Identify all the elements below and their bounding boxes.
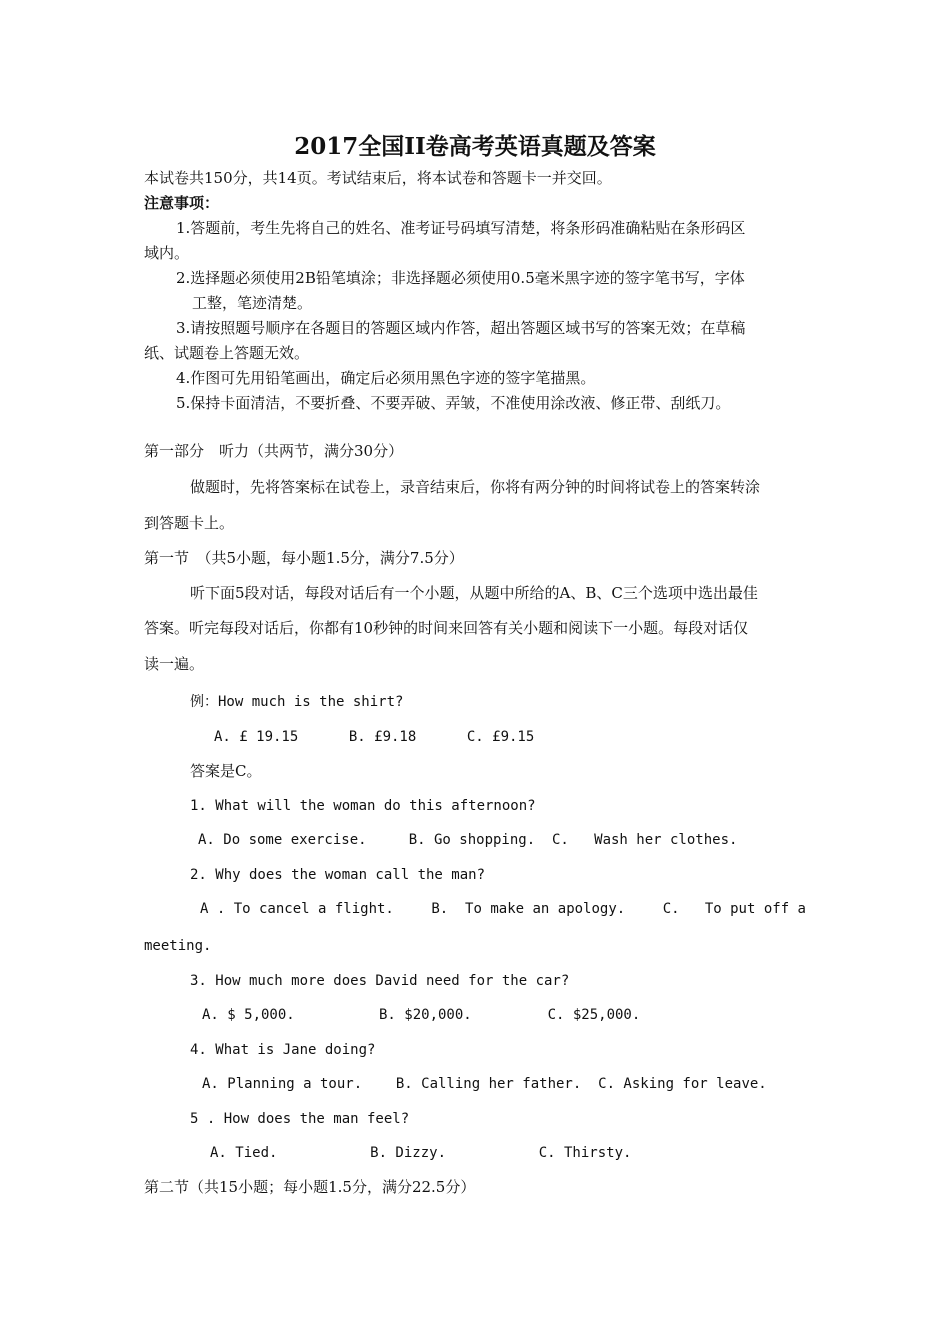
section2-heading: 第二节（共15小题；每小题1.5分，满分22.5分）: [144, 1178, 476, 1196]
notice-heading: 注意事项：: [144, 194, 220, 212]
notice-3-line-1: 3.请按照题号顺序在各题目的答题区域内作答，超出答题区域书写的答案无效；在草稿: [176, 319, 746, 337]
example-options: A. £ 19.15 B. £9.18 C. £9.15: [214, 729, 535, 745]
section1-instruction-line-2: 答案。听完每段对话后，你都有10秒钟的时间来回答有关小题和阅读下一小题。每段对话仅: [144, 619, 749, 637]
question-5-options: A. Tied. B. Dizzy. C. Thirsty.: [210, 1145, 632, 1161]
question-1-options: A. Do some exercise. B. Go shopping. C. Wash her clothes.: [198, 832, 738, 848]
section1-instruction-line-1: 听下面5段对话，每段对话后有一个小题，从题中所给的A、B、C三个选项中选出最佳: [190, 584, 758, 602]
question-3: 3. How much more does David need for the car?: [190, 973, 570, 989]
intro-text: 本试卷共150分，共14页。考试结束后，将本试卷和答题卡一并交回。: [144, 169, 612, 187]
page-title: 2017全国II卷高考英语真题及答案: [294, 133, 656, 160]
question-2: 2. Why does the woman call the man?: [190, 867, 486, 883]
question-4-options: A. Planning a tour. B. Calling her father. C. Asking for leave.: [202, 1076, 767, 1092]
question-5: 5 . How does the man feel?: [190, 1111, 410, 1127]
notice-1-line-2: 域内。: [144, 244, 190, 262]
question-2-option-c: C. To put off a: [662, 901, 806, 917]
notice-3-line-2: 纸、试题卷上答题无效。: [144, 344, 310, 362]
question-2-options: [200, 902, 806, 916]
example-answer: 答案是C。: [190, 762, 262, 780]
question-2-options-continued: meeting.: [144, 938, 212, 954]
notice-2-line-2: 工整，笔迹清楚。: [192, 294, 313, 312]
notice-5: 5.保持卡面清洁，不要折叠、不要弄破、弄皱，不准使用涂改液、修正带、刮纸刀。: [176, 394, 731, 412]
question-2-option-a: A . To cancel a flight.: [200, 901, 394, 917]
section1-instruction-line-3: 读一遍。: [144, 655, 205, 673]
section1-heading: 第一节 （共5小题，每小题1.5分，满分7.5分）: [144, 549, 464, 567]
question-2-option-b: B. To make an apology.: [431, 901, 626, 917]
notice-1-line-1: 1.答题前，考生先将自己的姓名、准考证号码填写清楚，将条形码准确粘贴在条形码区: [176, 219, 746, 237]
part1-heading: 第一部分 听力（共两节，满分30分）: [144, 442, 404, 460]
part1-instruction-line-2: 到答题卡上。: [144, 514, 235, 532]
question-1: 1. What will the woman do this afternoon?: [190, 798, 536, 814]
notice-4: 4.作图可先用铅笔画出，确定后必须用黑色字迹的签字笔描黑。: [176, 369, 596, 387]
part1-instruction-line-1: 做题时，先将答案标在试卷上，录音结束后，你将有两分钟的时间将试卷上的答案转涂: [190, 478, 761, 496]
question-4: 4. What is Jane doing?: [190, 1042, 376, 1058]
notice-2-line-1: 2.选择题必须使用2B铅笔填涂；非选择题必须使用0.5毫米黑字迹的签字笔书写，字体: [176, 269, 745, 287]
question-3-options: A. $ 5,000. B. $20,000. C. $25,000.: [202, 1007, 641, 1023]
example-question: 例：How much is the shirt?: [190, 694, 404, 710]
